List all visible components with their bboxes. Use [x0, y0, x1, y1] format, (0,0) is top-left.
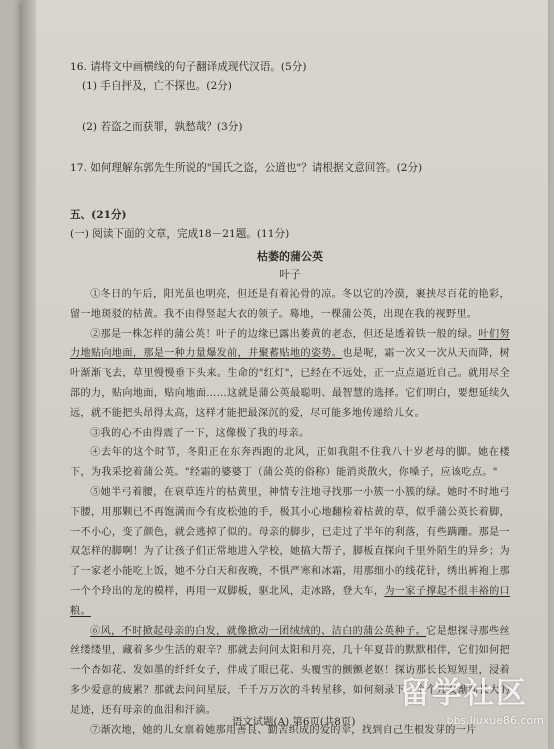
question-16-part-2: (2) 若盗之而获罪，孰愁哉？(3分) — [82, 121, 243, 133]
question-16: 16. 请将文中画横线的句子翻译成现代汉语。(5分) — [70, 61, 307, 73]
paragraph-4: ④去年的这个时节，冬阳正在东奔西跑的北风，正如我阻不住我八十岁老母的脚。她在楼下，为我采挖着蒲公英。"经霜的婆婆丁（蒲公英的俗称）能消炎散火，你嗓子，应该吃点。" — [70, 447, 510, 479]
paragraph-3: ③我的心不由得震了一下，这像极了我的母亲。 — [90, 427, 310, 439]
site-watermark — [400, 674, 544, 744]
paragraph-2-underlined-sentence: 叶们努力地贴向地面，那是一种力量爆发前，并聚蓄贴地的姿势。 — [70, 328, 510, 360]
paragraph-6-underlined-sentence: ⑥风，不时掀起母亲的白发，就像掀动一团绒绒的、洁白的蒲公英种子。 — [90, 625, 427, 637]
question-16-part-1: (1) 手自抨及，亡不探也。(2分) — [82, 80, 232, 92]
paragraph-5 — [70, 483, 510, 622]
watermark-logo: 留学社区 — [400, 676, 528, 711]
paragraph-5-text: ⑤她半弓着腰，在衰草连片的枯黄里，神情专注地寻找那一小簇一小簇的绿。她时不时地弓下腰，用那颗已不再饱满而今有皮松弛的手，极其小心地翻检着枯黄的草，似乎蒲公英长着脚，一不小心，变了颜色，就会逃掉了似的。母亲的脚步，已走过了半年的利落，有些蹒跚。那是一双怎样的脚啊！为了让孩子们正常地进入学校，她搞大帮子，脚板直探向千里外陌生的异乡；为了一家老小能吃上饭，她不分白天和夜晚，不惧严寒和冰霜，用那细小的线花针，绣出裤袍上那一个个玲出的龙的模样，再用一双脚板，驱北风，走冰路，登大车， — [70, 486, 510, 597]
page-footer: 语文试题(A) 第6页(共8页) — [232, 716, 356, 728]
paragraph-1: ①冬日的午后，阳光虽也明亮，但还是有着沁骨的凉。冬以它的冷漠，裹挟尽百花的艳彩，留一地斑驳的枯黄。我不由得竖起大衣的领子。蓦地，一棵蒲公英，出现在我的视野里。 — [70, 289, 510, 320]
section-instruction: (一) 阅读下面的文章，完成18－21题。(11分) — [70, 228, 290, 240]
question-17: 17. 如何理解东郭先生所说的"国氏之盗，公道也"？请根据文意回答。(2分) — [70, 162, 423, 174]
article-author: 叶子 — [279, 269, 301, 281]
section-heading: 五、(21分) — [70, 209, 127, 221]
paragraph-7: ⑦渐次地，她的儿女禀着她那用善良、勤苦织成的爱的伞，找到自己生根发芽的一片 — [90, 724, 477, 736]
page-content — [70, 58, 510, 740]
paragraph-2-rest: 也是呢，霜一次又一次从天而降，树叶渐渐飞去，草里慢慢垂下头来。生命的"红灯"，已经在不远处，正一点点逼近自己。就用尽全部的力，贴向地面，贴向地面……这就是蒲公英最聪明、最智慧的选择。它们明白，要想延续久远，就不能把头昂得太高，这样才能把最深沉的爱，尽可能多地传递给儿女。 — [70, 348, 510, 419]
paragraph-6-rest: 它是想探寻那些丝丝缕缕里，藏着多少生活的艰辛？那就去问问太阳和月亮，几十年夏昔的默默相伴，它们如何把一个杏如花、发如墨的纤纤女子，伴成了眼已花、头覆雪的颤颤老妪！探访那长长短短里，浸着多少爱意的疲累？那就去问问星辰，千千万万次的斗转星移，如何刻录下一个个儿女渐渐长大的足迹，还有母亲的血泪和汗滴。 — [70, 625, 510, 716]
paragraph-2 — [70, 325, 510, 424]
article-title: 枯萎的蒲公英 — [257, 250, 323, 263]
exam-page — [22, 0, 548, 749]
paragraph-5-underlined-sentence: 为一家子撑起不很丰裕的口粮。 — [70, 585, 511, 617]
paragraph-2-intro: ②那是一株怎样的蒲公英！叶子的边缘已露出萎黄的老态，但还是透着铁一般的绿。 — [90, 328, 479, 340]
page-fold-shadow — [22, 0, 36, 749]
watermark-url: bbs.liuxue86.com — [446, 714, 544, 727]
